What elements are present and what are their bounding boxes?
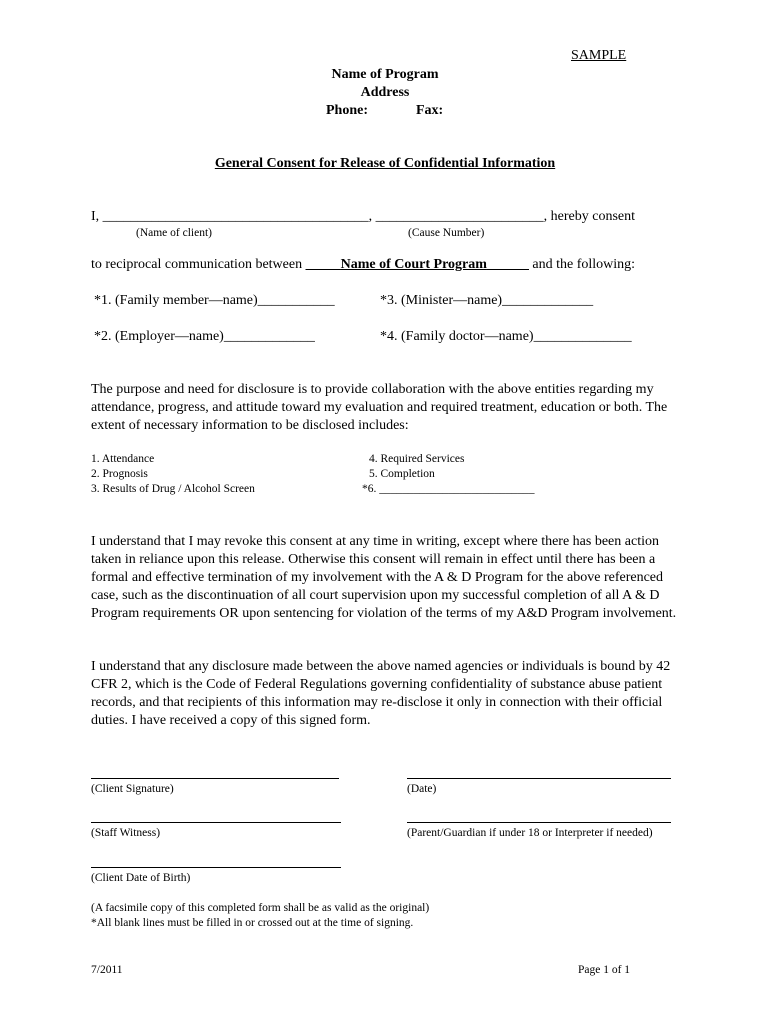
info-item-other: *6. ___________________________: [362, 483, 535, 495]
consent-line: I, ______________________________________, ________________________, hereby consent: [91, 209, 636, 224]
parent-guardian-line[interactable]: [407, 822, 671, 823]
reciprocal-suffix: and the following:: [528, 257, 636, 272]
date-line[interactable]: [407, 778, 671, 779]
entity-employer: *2. (Employer—name)_____________: [94, 329, 315, 344]
form-title: General Consent for Release of Confidential Information: [214, 156, 556, 171]
revoke-paragraph: I understand that I may revoke this consent at any time in writing, except where there has been action taken in reliance upon this release. Otherwise this consent will remain in effect until there has been a formal and effective termination of my involvement with the A & D Program for the above referenced case, such as the discontinuation of all court supervision upon my successful completion of all A & D Program requirements OR upon sentencing for violation of the terms of my A&D Program involvement.: [91, 534, 677, 621]
program-name: Name of Program: [331, 67, 439, 82]
footer-page-number: Page 1 of 1: [578, 964, 631, 976]
phone-label: Phone:: [326, 103, 368, 118]
entity-minister: *3. (Minister—name)_____________: [380, 293, 594, 308]
staff-witness-caption: (Staff Witness): [91, 827, 161, 839]
info-item-completion: 5. Completion: [369, 468, 435, 480]
program-address: Address: [360, 85, 410, 100]
client-dob-line[interactable]: [91, 867, 341, 868]
reciprocal-prefix: to reciprocal communication between: [91, 257, 306, 272]
info-item-attendance: 1. Attendance: [91, 453, 155, 465]
entity-family-doctor: *4. (Family doctor—name)______________: [380, 329, 632, 344]
info-item-drug-screen: 3. Results of Drug / Alcohol Screen: [91, 483, 255, 495]
reciprocal-line: [91, 257, 635, 273]
date-caption: (Date): [407, 783, 437, 795]
sample-label: SAMPLE: [571, 48, 627, 63]
court-program-field: [306, 257, 529, 272]
entity-family-member: *1. (Family member—name)___________: [94, 293, 335, 308]
info-item-required-services: 4. Required Services: [369, 453, 465, 465]
court-program-pre-blank: _____: [305, 257, 341, 272]
staff-witness-line[interactable]: [91, 822, 341, 823]
facsimile-note: (A facsimile copy of this completed form shall be as valid as the original): [91, 902, 430, 914]
court-program-name: Name of Court Program: [340, 257, 487, 272]
info-item-prognosis: 2. Prognosis: [91, 468, 148, 480]
footer-date: 7/2011: [91, 964, 123, 976]
purpose-paragraph: The purpose and need for disclosure is to provide collaboration with the above entities regarding my attendance, progress, and attitude toward my evaluation and required treatment, education or both. The extent of necessary information to be disclosed includes:: [91, 382, 668, 433]
client-signature-caption: (Client Signature): [91, 783, 174, 795]
cause-number-caption: (Cause Number): [408, 227, 485, 239]
disclosure-paragraph: I understand that any disclosure made between the above named agencies or individuals is bound by 42 CFR 2, which is the Code of Federal Regulations governing confidentiality of substance abuse patient records, and that recipients of this information may re-disclose it only in connection with their official duties. I have received a copy of this signed form.: [91, 659, 671, 728]
client-dob-caption: (Client Date of Birth): [91, 872, 191, 884]
blank-lines-note: *All blank lines must be filled in or crossed out at the time of signing.: [91, 917, 414, 929]
client-signature-line[interactable]: [91, 778, 339, 779]
parent-guardian-caption: (Parent/Guardian if under 18 or Interpreter if needed): [407, 827, 653, 839]
client-name-caption: (Name of client): [136, 227, 212, 239]
fax-label: Fax:: [416, 103, 444, 118]
court-program-post-blank: ______: [486, 257, 529, 272]
